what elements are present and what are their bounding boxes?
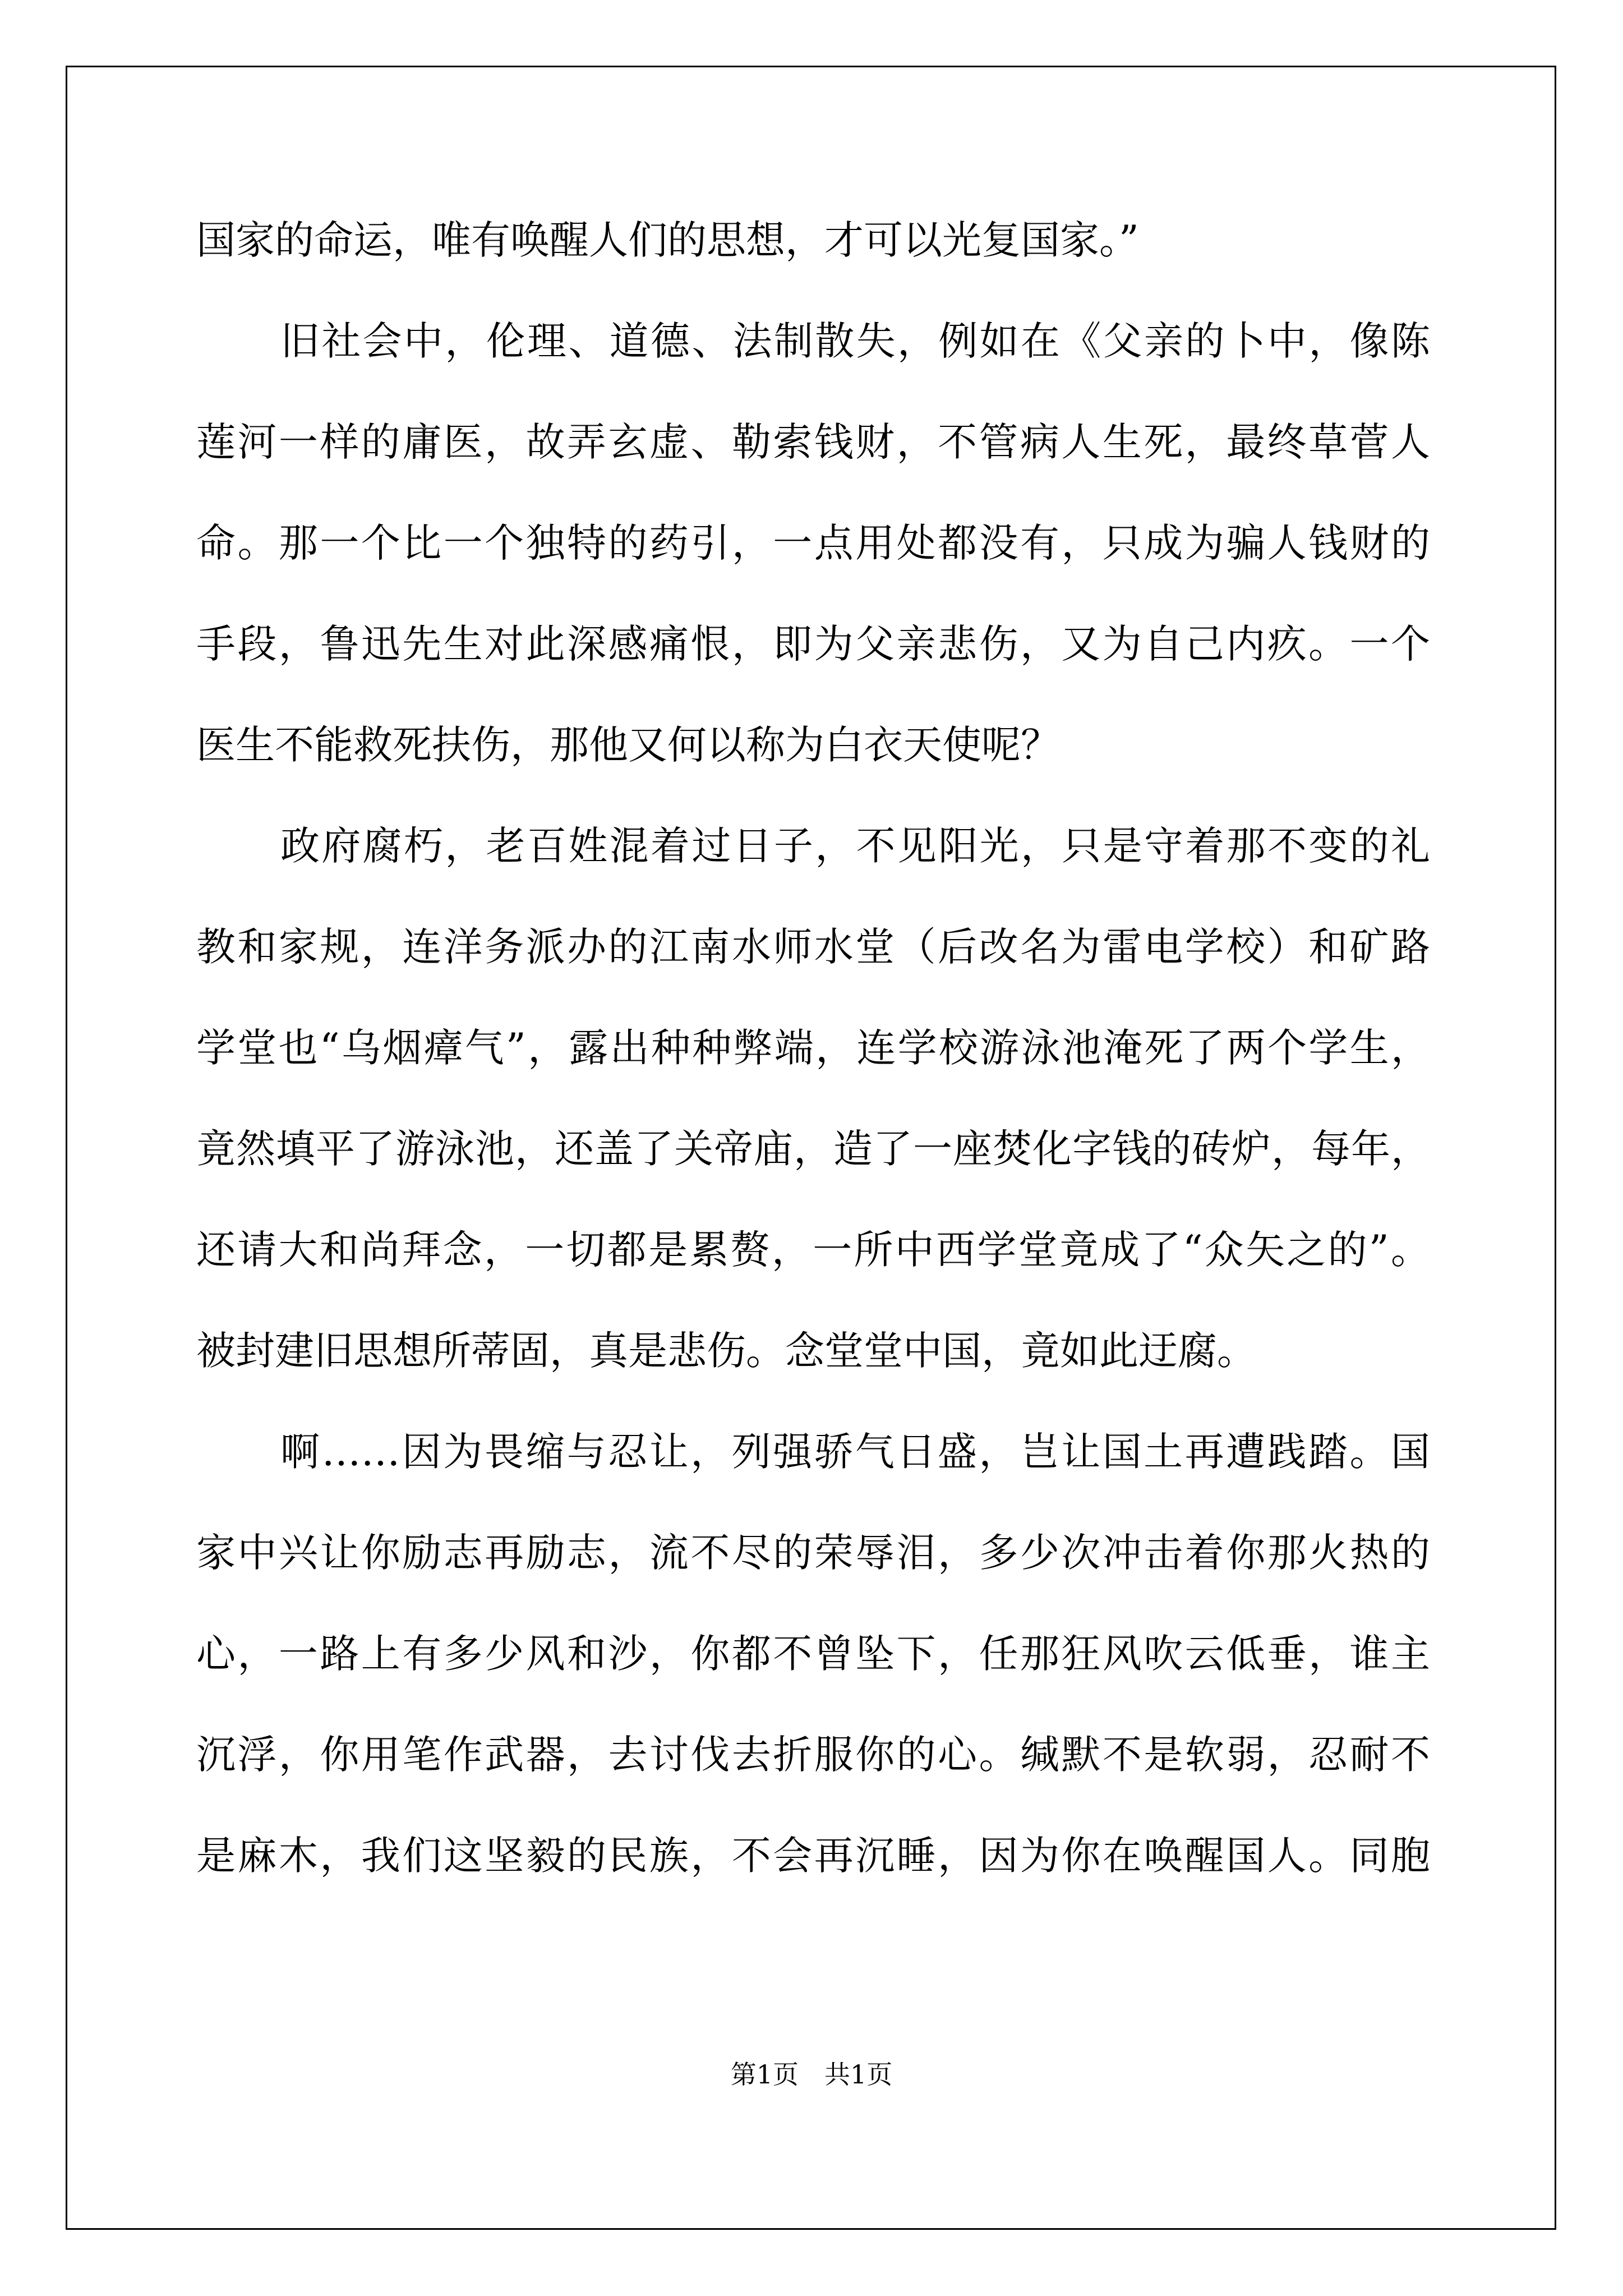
text-line: 沉浮，你用笔作武器，去讨伐去折服你的心。缄默不是软弱，忍耐不 <box>196 1732 1430 1778</box>
text-line: 命。那一个比一个独特的药引，一点用处都没有，只成为骗人钱财的 <box>196 520 1430 566</box>
text-line: 被封建旧思想所蒂固，真是悲伤。念堂堂中国，竟如此迂腐。 <box>196 1328 1256 1374</box>
text-line: 旧社会中，伦理、道德、法制散失，例如在《父亲的卜中，像陈 <box>280 318 1430 364</box>
text-line: 政府腐朽，老百姓混着过日子，不见阳光，只是守着那不变的礼 <box>280 823 1430 869</box>
text-line: 还请大和尚拜念，一切都是累赘，一所中西学堂竟成了“众矢之的”。 <box>196 1227 1430 1273</box>
document-body <box>196 206 1430 1923</box>
text-line: 教和家规，连洋务派办的江南水师水堂（后改名为雷电学校）和矿路 <box>196 924 1430 970</box>
text-line: 学堂也“乌烟瘴气”，露出种种弊端，连学校游泳池淹死了两个学生， <box>196 1025 1430 1071</box>
text-line: 莲河一样的庸医，故弄玄虚、勒索钱财，不管病人生死，最终草菅人 <box>196 419 1430 465</box>
page-footer: 第1页 共1页 <box>730 2059 893 2090</box>
text-line: 手段，鲁迅先生对此深感痛恨，即为父亲悲伤，又为自己内疚。一个 <box>196 621 1430 667</box>
text-line: 医生不能救死扶伤，那他又何以称为白衣天使呢？ <box>196 722 1060 768</box>
text-line: 竟然填平了游泳池，还盖了关帝庙，造了一座焚化字钱的砖炉，每年， <box>196 1126 1430 1172</box>
text-line: 啊……因为畏缩与忍让，列强骄气日盛，岂让国土再遭践踏。国 <box>280 1429 1430 1475</box>
text-line: 是麻木，我们这坚毅的民族，不会再沉睡，因为你在唤醒国人。同胞 <box>196 1833 1430 1879</box>
text-line: 家中兴让你励志再励志，流不尽的荣辱泪，多少次冲击着你那火热的 <box>196 1530 1430 1576</box>
text-line: 心，一路上有多少风和沙，你都不曾坠下，任那狂风吹云低垂，谁主 <box>196 1631 1430 1677</box>
text-line: 国家的命运，唯有唤醒人们的思想，才可以光复国家。” <box>196 217 1139 263</box>
